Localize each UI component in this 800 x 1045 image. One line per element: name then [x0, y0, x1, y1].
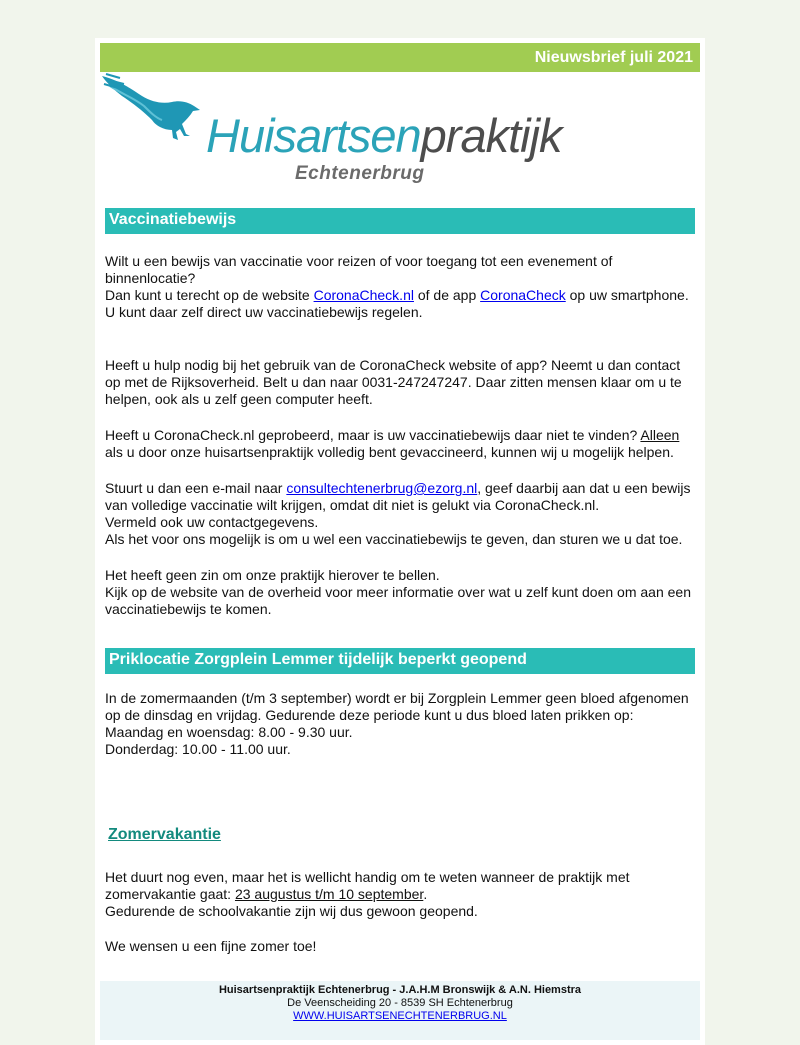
text-span: Het duurt nog even, maar het is wellicht handig om te weten wanneer de praktijk met zomervakantie gaat:: [105, 869, 630, 902]
text-line: [105, 427, 695, 461]
vaccinatie-paragraph-4: [105, 480, 695, 548]
vaccinatie-paragraph-5: [105, 567, 695, 618]
logo-text-part1: Huisartsen: [206, 109, 421, 162]
text-line: [105, 480, 695, 514]
section-heading-priklocatie: [105, 648, 695, 674]
coronacheck-app-link[interactable]: CoronaCheck: [480, 287, 566, 303]
underlined-text: Alleen: [640, 427, 680, 443]
text-line: [105, 287, 695, 304]
text-line: In de zomermaanden (t/m 3 september) wordt er bij Zorgplein Lemmer geen bloed afgenomen op de dinsdag en vrijdag. Gedurende deze periode kunt u dus bloed laten prikken op:: [105, 690, 689, 723]
newsletter-container: [95, 38, 705, 1045]
text-span: op uw smartphone.: [565, 287, 689, 303]
text-span: Heeft u CoronaCheck.nl geprobeerd, maar is uw vaccinatiebewijs daar niet te vinden?: [105, 427, 641, 443]
practice-logo: [100, 72, 700, 182]
newsletter-title-bar: [100, 43, 700, 72]
vaccinatie-paragraph-2: [105, 357, 695, 408]
text-line: Maandag en woensdag: 8.00 - 9.30 uur.: [105, 724, 353, 740]
text-line: Heeft u hulp nodig bij het gebruik van de CoronaCheck website of app? Neemt u dan contact op met de Rijksoverheid. Belt u dan naar 0031-247247247. Daar zitten mensen klaar om u te helpen, ook als u zelf geen computer heeft.: [105, 357, 682, 407]
footer: [100, 981, 700, 1040]
email-link[interactable]: consultechtenerbrug@ezorg.nl: [286, 480, 478, 496]
text-span: als u door onze huisartsenpraktijk volledig bent gevaccineerd, kunnen wij u mogelijk helpen.: [105, 444, 674, 460]
logo-subtitle: Echtenerbrug: [295, 163, 425, 184]
text-line: Kijk op de website van de overheid voor meer informatie over wat u zelf kunt doen om aan een vaccinatiebewijs te komen.: [105, 584, 691, 617]
footer-website-link[interactable]: WWW.HUISARTSENECHTENERBRUG.NL: [293, 1010, 507, 1022]
newsletter-title: Nieuwsbrief juli 2021: [534, 49, 693, 66]
text-line: Wilt u een bewijs van vaccinatie voor reizen of voor toegang tot een evenement of binnenlocatie?: [105, 253, 613, 286]
text-line: Gedurende de schoolvakantie zijn wij dus gewoon geopend.: [105, 903, 478, 919]
bird-icon: [100, 72, 210, 144]
zomer-paragraph-1: [105, 869, 695, 920]
text-line: Het heeft geen zin om onze praktijk hierover te bellen.: [105, 567, 440, 583]
text-line: Als het voor ons mogelijk is om u wel een vaccinatiebewijs te geven, dan sturen we u dat toe.: [105, 531, 683, 547]
text-span: .: [423, 886, 428, 902]
priklocatie-paragraph: [105, 690, 695, 758]
text-line: We wensen u een fijne zomer toe!: [105, 938, 317, 954]
text-line: [105, 869, 695, 903]
text-span: of de app: [413, 287, 481, 303]
vaccinatie-paragraph-1: [105, 253, 695, 321]
text-line: Vermeld ook uw contactgegevens.: [105, 514, 319, 530]
text-line: U kunt daar zelf direct uw vaccinatiebewijs regelen.: [105, 304, 423, 320]
footer-address: De Veenscheiding 20 - 8539 SH Echtenerbrug: [287, 997, 513, 1009]
vaccinatie-paragraph-3: [105, 427, 695, 461]
section-title: Priklocatie Zorgplein Lemmer tijdelijk beperkt geopend: [109, 651, 527, 668]
footer-practice-name: Huisartsenpraktijk Echtenerbrug - J.A.H.M Bronswijk & A.N. Hiemstra: [218, 984, 582, 996]
text-line: Donderdag: 10.00 - 11.00 uur.: [105, 741, 291, 757]
vacation-dates: 23 augustus t/m 10 september: [234, 886, 424, 902]
section-heading-vaccinatie: [105, 208, 695, 234]
section-title: Vaccinatiebewijs: [109, 211, 237, 228]
logo-wordmark: [206, 109, 562, 162]
section-heading-zomervakantie: Zomervakantie: [108, 826, 221, 843]
zomer-paragraph-2: [105, 938, 695, 955]
text-span: Stuurt u dan een e-mail naar: [105, 480, 287, 496]
text-span: Dan kunt u terecht op de website: [105, 287, 314, 303]
text-span: , geef daarbij aan dat u een bewijs van volledige vaccinatie wilt krijgen, omdat dit niet is gelukt via CoronaCheck.nl.: [105, 480, 691, 513]
coronacheck-website-link[interactable]: CoronaCheck.nl: [313, 287, 414, 303]
logo-text-part2: praktijk: [420, 109, 562, 162]
